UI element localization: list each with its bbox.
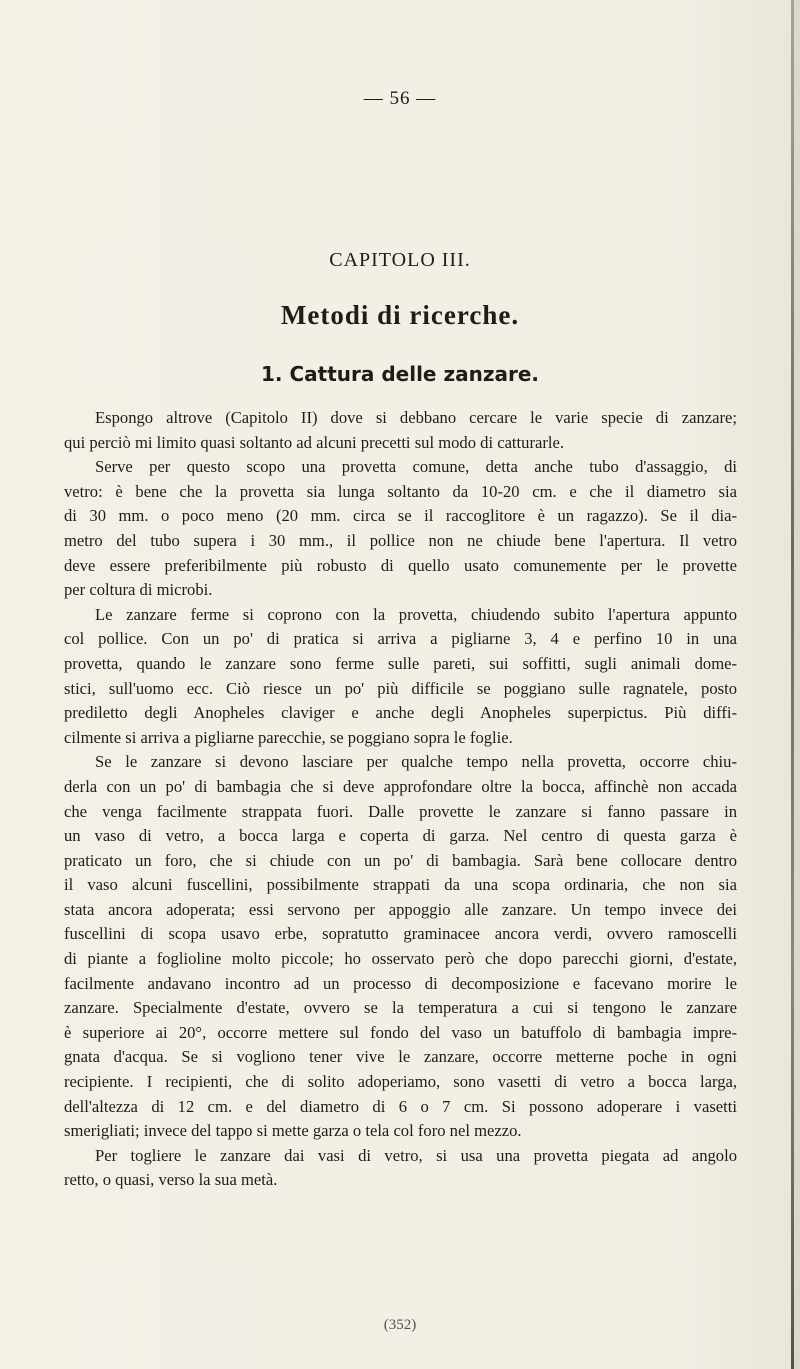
page-edge-binding (791, 0, 794, 1369)
text-line: di 30 mm. o poco meno (20 mm. circa se il raccoglitore è un ragazzo). Se il dia- (64, 506, 737, 526)
section-heading: 1. Cattura delle zanzare. (261, 362, 539, 386)
text-line: facilmente andavano incontro ad un processo di decomposizione e facevano morire le (64, 973, 737, 993)
page-edge-shadow (794, 0, 800, 1369)
text-line: deve essere preferibilmente più robusto di quello usato comunemente per le provette (64, 555, 737, 575)
text-line: smerigliati; invece del tappo si mette garza o tela col foro nel mezzo. (64, 1121, 522, 1141)
text-line: Serve per questo scopo una provetta comune, detta anche tubo d'assaggio, di (95, 457, 737, 477)
text-line: metro del tubo supera i 30 mm., il pollice non ne chiude bene l'apertura. Il vetro (64, 530, 737, 550)
text-line: Le zanzare ferme si coprono con la provetta, chiudendo subito l'apertura appunto (95, 604, 737, 624)
text-line: recipiente. I recipienti, che di solito adoperiamo, sono vasetti di vetro a bocca larga, (64, 1072, 737, 1092)
text-line: Per togliere le zanzare dai vasi di vetro, si usa una provetta piegata ad angolo (95, 1145, 737, 1165)
chapter-title: Metodi di ricerche. (280, 300, 520, 330)
text-line: retto, o quasi, verso la sua metà. (64, 1170, 278, 1190)
text-line: praticato un foro, che si chiude con un po' di bambagia. Sarà bene collocare dentro (64, 850, 737, 870)
text-line: fuscellini di scopa usavo erbe, sopratutto graminacee ancora verdi, ovvero ramoscelli (64, 924, 737, 944)
text-line: stici, sull'uomo ecc. Ciò riesce un po' più difficile se poggiano sulle ragnatele, posto (64, 678, 737, 698)
page-number: — 56 — (363, 88, 437, 109)
text-line: vetro: è bene che la provetta sia lunga soltanto da 10-20 cm. e che il diametro sia (64, 481, 737, 501)
text-line: cilmente si arriva a pigliarne parecchie, se poggiano sopra le foglie. (64, 727, 513, 747)
text-line: è superiore ai 20°, occorre mettere sul fondo del vaso un batuffolo di bambagia impre- (64, 1022, 737, 1042)
text-line: che venga facilmente strappata fuori. Dalle provette le zanzare si fanno passare in (64, 801, 737, 821)
text-line: zanzare. Specialmente d'estate, ovvero se la temperatura a cui si tengono le zanzare (64, 998, 737, 1018)
text-line: Se le zanzare si devono lasciare per qualche tempo nella provetta, occorre chiu- (95, 752, 737, 772)
text-line: per coltura di microbi. (64, 580, 213, 600)
footer-mark: (352) (383, 1317, 417, 1333)
text-line: qui perciò mi limito quasi soltanto ad alcuni precetti sul modo di catturarle. (64, 432, 564, 452)
chapter-heading: CAPITOLO III. (329, 249, 471, 271)
text-line: il vaso alcuni fuscellini, possibilmente strappati da una scopa ordinaria, che non sia (64, 875, 737, 895)
text-line: col pollice. Con un po' di pratica si arriva a pigliarne 3, 4 e perfino 10 in una (64, 629, 737, 649)
text-line: un vaso di vetro, a bocca larga e coperta di garza. Nel centro di questa garza è (64, 826, 737, 846)
text-line: dell'altezza di 12 cm. e del diametro di 6 o 7 cm. Si possono adoperare i vasetti (64, 1096, 737, 1116)
text-line: stata ancora adoperata; essi servono per appoggio alle zanzare. Un tempo invece dei (64, 899, 737, 919)
text-line: gnata d'acqua. Se si vogliono tener vive le zanzare, occorre metterne poche in ogni (64, 1047, 737, 1067)
body-text (64, 406, 737, 1193)
text-line: di piante a foglioline molto piccole; ho osservato però che dopo parecchi giorni, d'estate, (64, 949, 737, 969)
text-line: Espongo altrove (Capitolo II) dove si debbano cercare le varie specie di zanzare; (95, 408, 737, 427)
text-line: prediletto degli Anopheles claviger e anche degli Anopheles superpictus. Più diffi- (64, 703, 737, 723)
text-line: provetta, quando le zanzare sono ferme sulle pareti, sui soffitti, sugli animali dome- (64, 653, 737, 673)
text-line: derla con un po' di bambagia che si deve approfondare oltre la bocca, affinchè non accada (64, 776, 737, 796)
